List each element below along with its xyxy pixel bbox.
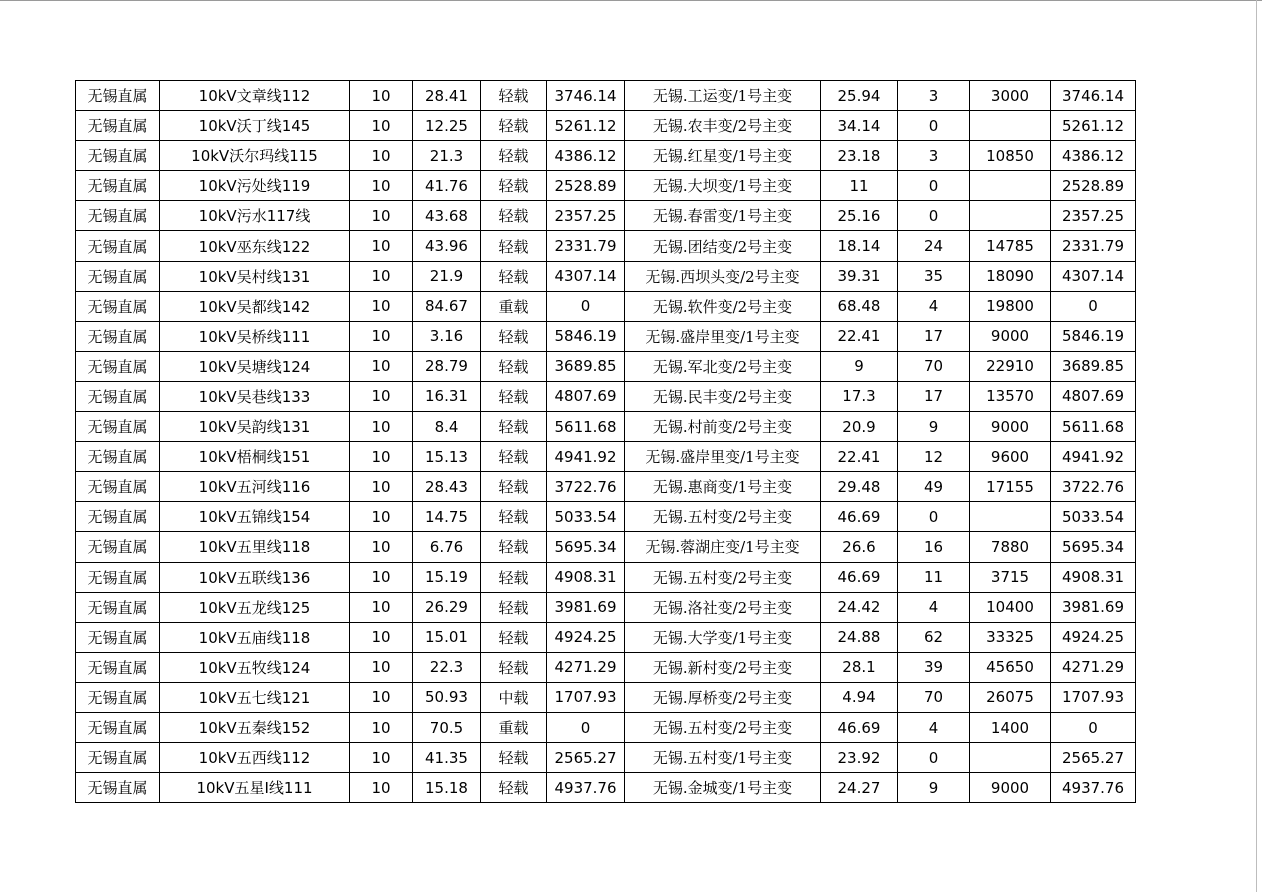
load-rate-cell: 41.35 <box>413 743 481 773</box>
capacity-cell: 4307.14 <box>547 261 625 291</box>
voltage-cell: 10 <box>350 743 413 773</box>
voltage-cell: 10 <box>350 111 413 141</box>
load-rate-cell: 28.41 <box>413 81 481 111</box>
count-cell: 11 <box>898 562 970 592</box>
load-status-cell: 轻载 <box>481 502 547 532</box>
substation-cell: 无锡.五村变/1号主变 <box>625 743 821 773</box>
table-row <box>76 442 1136 472</box>
load-rate-cell: 21.3 <box>413 141 481 171</box>
table-row <box>76 652 1136 682</box>
substation-rate-cell: 17.3 <box>821 381 898 411</box>
count-cell: 35 <box>898 261 970 291</box>
table-row <box>76 773 1136 803</box>
substation-cell: 无锡.五村变/2号主变 <box>625 562 821 592</box>
final-capacity-cell: 5261.12 <box>1051 111 1136 141</box>
unit-cell: 无锡直属 <box>76 502 160 532</box>
load-rate-cell: 15.13 <box>413 442 481 472</box>
voltage-cell: 10 <box>350 532 413 562</box>
count-cell: 9 <box>898 773 970 803</box>
final-capacity-cell: 0 <box>1051 291 1136 321</box>
load-status-cell: 轻载 <box>481 773 547 803</box>
voltage-cell: 10 <box>350 261 413 291</box>
unit-cell: 无锡直属 <box>76 381 160 411</box>
substation-rate-cell: 68.48 <box>821 291 898 321</box>
line-name-cell: 10kV五联线136 <box>160 562 350 592</box>
voltage-cell: 10 <box>350 412 413 442</box>
capacity-cell: 5033.54 <box>547 502 625 532</box>
capacity-cell: 4908.31 <box>547 562 625 592</box>
count-cell: 9 <box>898 412 970 442</box>
load-status-cell: 重载 <box>481 712 547 742</box>
unit-cell: 无锡直属 <box>76 261 160 291</box>
reported-capacity-cell: 17155 <box>970 472 1051 502</box>
reported-capacity-cell: 14785 <box>970 231 1051 261</box>
load-rate-cell: 12.25 <box>413 111 481 141</box>
count-cell: 3 <box>898 141 970 171</box>
table-row <box>76 291 1136 321</box>
table-row <box>76 562 1136 592</box>
load-rate-cell: 50.93 <box>413 682 481 712</box>
substation-rate-cell: 26.6 <box>821 532 898 562</box>
load-status-cell: 轻载 <box>481 743 547 773</box>
count-cell: 17 <box>898 381 970 411</box>
unit-cell: 无锡直属 <box>76 442 160 472</box>
count-cell: 12 <box>898 442 970 472</box>
voltage-cell: 10 <box>350 291 413 321</box>
substation-cell: 无锡.西坝头变/2号主变 <box>625 261 821 291</box>
substation-rate-cell: 9 <box>821 351 898 381</box>
substation-rate-cell: 22.41 <box>821 442 898 472</box>
voltage-cell: 10 <box>350 381 413 411</box>
table-row <box>76 502 1136 532</box>
substation-rate-cell: 46.69 <box>821 502 898 532</box>
load-rate-cell: 28.43 <box>413 472 481 502</box>
load-rate-cell: 70.5 <box>413 712 481 742</box>
reported-capacity-cell: 9000 <box>970 773 1051 803</box>
substation-rate-cell: 46.69 <box>821 562 898 592</box>
line-name-cell: 10kV污处线119 <box>160 171 350 201</box>
load-status-cell: 轻载 <box>481 141 547 171</box>
reported-capacity-cell <box>970 111 1051 141</box>
capacity-cell: 2565.27 <box>547 743 625 773</box>
count-cell: 39 <box>898 652 970 682</box>
voltage-cell: 10 <box>350 502 413 532</box>
substation-rate-cell: 11 <box>821 171 898 201</box>
substation-cell: 无锡.团结变/2号主变 <box>625 231 821 261</box>
substation-cell: 无锡.农丰变/2号主变 <box>625 111 821 141</box>
line-name-cell: 10kV五牧线124 <box>160 652 350 682</box>
capacity-cell: 2331.79 <box>547 231 625 261</box>
final-capacity-cell: 5033.54 <box>1051 502 1136 532</box>
reported-capacity-cell: 3000 <box>970 81 1051 111</box>
count-cell: 0 <box>898 502 970 532</box>
reported-capacity-cell: 9000 <box>970 412 1051 442</box>
reported-capacity-cell: 9000 <box>970 321 1051 351</box>
load-rate-cell: 26.29 <box>413 592 481 622</box>
voltage-cell: 10 <box>350 442 413 472</box>
capacity-cell: 0 <box>547 712 625 742</box>
table-row <box>76 592 1136 622</box>
final-capacity-cell: 4271.29 <box>1051 652 1136 682</box>
substation-rate-cell: 22.41 <box>821 321 898 351</box>
substation-rate-cell: 23.92 <box>821 743 898 773</box>
capacity-cell: 5695.34 <box>547 532 625 562</box>
final-capacity-cell: 3689.85 <box>1051 351 1136 381</box>
table-row <box>76 532 1136 562</box>
line-name-cell: 10kV沃丁线145 <box>160 111 350 141</box>
voltage-cell: 10 <box>350 652 413 682</box>
capacity-cell: 4924.25 <box>547 622 625 652</box>
substation-rate-cell: 20.9 <box>821 412 898 442</box>
unit-cell: 无锡直属 <box>76 773 160 803</box>
final-capacity-cell: 4386.12 <box>1051 141 1136 171</box>
reported-capacity-cell: 22910 <box>970 351 1051 381</box>
reported-capacity-cell: 33325 <box>970 622 1051 652</box>
page-edge-right <box>1256 0 1257 892</box>
unit-cell: 无锡直属 <box>76 472 160 502</box>
load-status-cell: 轻载 <box>481 412 547 442</box>
count-cell: 24 <box>898 231 970 261</box>
count-cell: 70 <box>898 351 970 381</box>
line-name-cell: 10kV五庙线118 <box>160 622 350 652</box>
table-row <box>76 141 1136 171</box>
count-cell: 0 <box>898 111 970 141</box>
load-rate-cell: 15.19 <box>413 562 481 592</box>
load-rate-cell: 16.31 <box>413 381 481 411</box>
line-name-cell: 10kV沃尔玛线115 <box>160 141 350 171</box>
substation-rate-cell: 18.14 <box>821 231 898 261</box>
unit-cell: 无锡直属 <box>76 682 160 712</box>
voltage-cell: 10 <box>350 201 413 231</box>
table-row <box>76 111 1136 141</box>
substation-cell: 无锡.大学变/1号主变 <box>625 622 821 652</box>
unit-cell: 无锡直属 <box>76 412 160 442</box>
count-cell: 70 <box>898 682 970 712</box>
load-status-cell: 重载 <box>481 291 547 321</box>
load-rate-cell: 41.76 <box>413 171 481 201</box>
load-rate-cell: 84.67 <box>413 291 481 321</box>
final-capacity-cell: 4807.69 <box>1051 381 1136 411</box>
capacity-cell: 3746.14 <box>547 81 625 111</box>
unit-cell: 无锡直属 <box>76 592 160 622</box>
load-status-cell: 轻载 <box>481 442 547 472</box>
voltage-cell: 10 <box>350 81 413 111</box>
reported-capacity-cell: 26075 <box>970 682 1051 712</box>
load-rate-cell: 21.9 <box>413 261 481 291</box>
line-name-cell: 10kV吴桥线111 <box>160 321 350 351</box>
unit-cell: 无锡直属 <box>76 111 160 141</box>
line-name-cell: 10kV污水117线 <box>160 201 350 231</box>
capacity-cell: 0 <box>547 291 625 321</box>
final-capacity-cell: 4941.92 <box>1051 442 1136 472</box>
reported-capacity-cell: 1400 <box>970 712 1051 742</box>
substation-cell: 无锡.金城变/1号主变 <box>625 773 821 803</box>
load-status-cell: 轻载 <box>481 562 547 592</box>
unit-cell: 无锡直属 <box>76 532 160 562</box>
voltage-cell: 10 <box>350 712 413 742</box>
load-status-cell: 轻载 <box>481 381 547 411</box>
line-name-cell: 10kV吴巷线133 <box>160 381 350 411</box>
voltage-cell: 10 <box>350 351 413 381</box>
table-body <box>76 81 1136 803</box>
table-row <box>76 712 1136 742</box>
unit-cell: 无锡直属 <box>76 81 160 111</box>
substation-cell: 无锡.厚桥变/2号主变 <box>625 682 821 712</box>
count-cell: 3 <box>898 81 970 111</box>
unit-cell: 无锡直属 <box>76 171 160 201</box>
substation-cell: 无锡.民丰变/2号主变 <box>625 381 821 411</box>
line-name-cell: 10kV五河线116 <box>160 472 350 502</box>
load-status-cell: 轻载 <box>481 592 547 622</box>
final-capacity-cell: 2357.25 <box>1051 201 1136 231</box>
line-name-cell: 10kV吴塘线124 <box>160 351 350 381</box>
final-capacity-cell: 0 <box>1051 712 1136 742</box>
load-status-cell: 轻载 <box>481 351 547 381</box>
load-status-cell: 轻载 <box>481 321 547 351</box>
unit-cell: 无锡直属 <box>76 291 160 321</box>
table-row <box>76 412 1136 442</box>
unit-cell: 无锡直属 <box>76 622 160 652</box>
table-row <box>76 622 1136 652</box>
final-capacity-cell: 2331.79 <box>1051 231 1136 261</box>
voltage-cell: 10 <box>350 592 413 622</box>
substation-rate-cell: 25.16 <box>821 201 898 231</box>
line-name-cell: 10kV梧桐线151 <box>160 442 350 472</box>
final-capacity-cell: 3746.14 <box>1051 81 1136 111</box>
final-capacity-cell: 4937.76 <box>1051 773 1136 803</box>
count-cell: 4 <box>898 712 970 742</box>
data-table <box>75 80 1136 803</box>
unit-cell: 无锡直属 <box>76 743 160 773</box>
unit-cell: 无锡直属 <box>76 562 160 592</box>
substation-cell: 无锡.五村变/2号主变 <box>625 712 821 742</box>
table-row <box>76 201 1136 231</box>
voltage-cell: 10 <box>350 171 413 201</box>
unit-cell: 无锡直属 <box>76 652 160 682</box>
line-name-cell: 10kV吴村线131 <box>160 261 350 291</box>
table-row <box>76 743 1136 773</box>
voltage-cell: 10 <box>350 622 413 652</box>
capacity-cell: 5261.12 <box>547 111 625 141</box>
final-capacity-cell: 2565.27 <box>1051 743 1136 773</box>
capacity-cell: 4937.76 <box>547 773 625 803</box>
capacity-cell: 3981.69 <box>547 592 625 622</box>
voltage-cell: 10 <box>350 562 413 592</box>
substation-rate-cell: 24.88 <box>821 622 898 652</box>
substation-rate-cell: 28.1 <box>821 652 898 682</box>
substation-cell: 无锡.惠商变/1号主变 <box>625 472 821 502</box>
load-status-cell: 轻载 <box>481 261 547 291</box>
count-cell: 62 <box>898 622 970 652</box>
capacity-cell: 5611.68 <box>547 412 625 442</box>
substation-rate-cell: 23.18 <box>821 141 898 171</box>
unit-cell: 无锡直属 <box>76 351 160 381</box>
unit-cell: 无锡直属 <box>76 321 160 351</box>
capacity-cell: 4807.69 <box>547 381 625 411</box>
voltage-cell: 10 <box>350 773 413 803</box>
final-capacity-cell: 1707.93 <box>1051 682 1136 712</box>
reported-capacity-cell: 10850 <box>970 141 1051 171</box>
line-name-cell: 10kV五秦线152 <box>160 712 350 742</box>
reported-capacity-cell: 10400 <box>970 592 1051 622</box>
capacity-cell: 4271.29 <box>547 652 625 682</box>
voltage-cell: 10 <box>350 141 413 171</box>
final-capacity-cell: 4908.31 <box>1051 562 1136 592</box>
table-row <box>76 321 1136 351</box>
count-cell: 16 <box>898 532 970 562</box>
capacity-cell: 2528.89 <box>547 171 625 201</box>
reported-capacity-cell: 7880 <box>970 532 1051 562</box>
load-rate-cell: 8.4 <box>413 412 481 442</box>
final-capacity-cell: 5846.19 <box>1051 321 1136 351</box>
unit-cell: 无锡直属 <box>76 231 160 261</box>
load-rate-cell: 15.01 <box>413 622 481 652</box>
count-cell: 49 <box>898 472 970 502</box>
final-capacity-cell: 5611.68 <box>1051 412 1136 442</box>
substation-cell: 无锡.村前变/2号主变 <box>625 412 821 442</box>
substation-cell: 无锡.新村变/2号主变 <box>625 652 821 682</box>
capacity-cell: 5846.19 <box>547 321 625 351</box>
reported-capacity-cell <box>970 743 1051 773</box>
capacity-cell: 3689.85 <box>547 351 625 381</box>
load-status-cell: 轻载 <box>481 81 547 111</box>
load-status-cell: 轻载 <box>481 171 547 201</box>
substation-rate-cell: 25.94 <box>821 81 898 111</box>
unit-cell: 无锡直属 <box>76 201 160 231</box>
count-cell: 4 <box>898 592 970 622</box>
final-capacity-cell: 4924.25 <box>1051 622 1136 652</box>
reported-capacity-cell: 13570 <box>970 381 1051 411</box>
substation-rate-cell: 24.27 <box>821 773 898 803</box>
load-rate-cell: 43.96 <box>413 231 481 261</box>
final-capacity-cell: 3722.76 <box>1051 472 1136 502</box>
capacity-cell: 1707.93 <box>547 682 625 712</box>
voltage-cell: 10 <box>350 321 413 351</box>
final-capacity-cell: 5695.34 <box>1051 532 1136 562</box>
table-row <box>76 682 1136 712</box>
voltage-cell: 10 <box>350 682 413 712</box>
load-rate-cell: 3.16 <box>413 321 481 351</box>
line-name-cell: 10kV五龙线125 <box>160 592 350 622</box>
load-status-cell: 轻载 <box>481 231 547 261</box>
line-name-cell: 10kV巫东线122 <box>160 231 350 261</box>
voltage-cell: 10 <box>350 231 413 261</box>
load-rate-cell: 14.75 <box>413 502 481 532</box>
substation-cell: 无锡.蓉湖庄变/1号主变 <box>625 532 821 562</box>
load-rate-cell: 22.3 <box>413 652 481 682</box>
line-name-cell: 10kV吴都线142 <box>160 291 350 321</box>
reported-capacity-cell: 3715 <box>970 562 1051 592</box>
substation-cell: 无锡.五村变/2号主变 <box>625 502 821 532</box>
line-name-cell: 10kV吴韵线131 <box>160 412 350 442</box>
line-name-cell: 10kV文章线112 <box>160 81 350 111</box>
unit-cell: 无锡直属 <box>76 141 160 171</box>
load-status-cell: 轻载 <box>481 111 547 141</box>
count-cell: 4 <box>898 291 970 321</box>
count-cell: 0 <box>898 201 970 231</box>
line-name-cell: 10kV五七线121 <box>160 682 350 712</box>
substation-cell: 无锡.红星变/1号主变 <box>625 141 821 171</box>
table-row <box>76 171 1136 201</box>
substation-cell: 无锡.洛社变/2号主变 <box>625 592 821 622</box>
load-status-cell: 轻载 <box>481 652 547 682</box>
substation-rate-cell: 24.42 <box>821 592 898 622</box>
reported-capacity-cell: 45650 <box>970 652 1051 682</box>
substation-rate-cell: 29.48 <box>821 472 898 502</box>
table-row <box>76 351 1136 381</box>
line-name-cell: 10kV五西线112 <box>160 743 350 773</box>
substation-rate-cell: 39.31 <box>821 261 898 291</box>
load-status-cell: 轻载 <box>481 622 547 652</box>
capacity-cell: 4386.12 <box>547 141 625 171</box>
line-name-cell: 10kV五里线118 <box>160 532 350 562</box>
load-status-cell: 轻载 <box>481 472 547 502</box>
line-name-cell: 10kV五锦线154 <box>160 502 350 532</box>
final-capacity-cell: 3981.69 <box>1051 592 1136 622</box>
substation-cell: 无锡.软件变/2号主变 <box>625 291 821 321</box>
load-status-cell: 中载 <box>481 682 547 712</box>
table-row <box>76 261 1136 291</box>
load-status-cell: 轻载 <box>481 201 547 231</box>
count-cell: 0 <box>898 171 970 201</box>
voltage-cell: 10 <box>350 472 413 502</box>
reported-capacity-cell: 9600 <box>970 442 1051 472</box>
table-row <box>76 472 1136 502</box>
table-row <box>76 381 1136 411</box>
final-capacity-cell: 4307.14 <box>1051 261 1136 291</box>
count-cell: 0 <box>898 743 970 773</box>
final-capacity-cell: 2528.89 <box>1051 171 1136 201</box>
substation-cell: 无锡.盛岸里变/1号主变 <box>625 442 821 472</box>
unit-cell: 无锡直属 <box>76 712 160 742</box>
substation-rate-cell: 46.69 <box>821 712 898 742</box>
table-row <box>76 231 1136 261</box>
substation-cell: 无锡.大坝变/1号主变 <box>625 171 821 201</box>
substation-cell: 无锡.盛岸里变/1号主变 <box>625 321 821 351</box>
load-rate-cell: 6.76 <box>413 532 481 562</box>
load-rate-cell: 28.79 <box>413 351 481 381</box>
substation-rate-cell: 4.94 <box>821 682 898 712</box>
capacity-cell: 2357.25 <box>547 201 625 231</box>
load-rate-cell: 43.68 <box>413 201 481 231</box>
substation-cell: 无锡.工运变/1号主变 <box>625 81 821 111</box>
substation-rate-cell: 34.14 <box>821 111 898 141</box>
reported-capacity-cell: 18090 <box>970 261 1051 291</box>
load-status-cell: 轻载 <box>481 532 547 562</box>
capacity-cell: 4941.92 <box>547 442 625 472</box>
page-edge-top <box>0 0 1262 1</box>
reported-capacity-cell: 19800 <box>970 291 1051 321</box>
load-rate-cell: 15.18 <box>413 773 481 803</box>
reported-capacity-cell <box>970 201 1051 231</box>
line-name-cell: 10kV五星Ⅰ线111 <box>160 773 350 803</box>
capacity-cell: 3722.76 <box>547 472 625 502</box>
table-row <box>76 81 1136 111</box>
substation-cell: 无锡.春雷变/1号主变 <box>625 201 821 231</box>
substation-cell: 无锡.军北变/2号主变 <box>625 351 821 381</box>
count-cell: 17 <box>898 321 970 351</box>
reported-capacity-cell <box>970 502 1051 532</box>
reported-capacity-cell <box>970 171 1051 201</box>
